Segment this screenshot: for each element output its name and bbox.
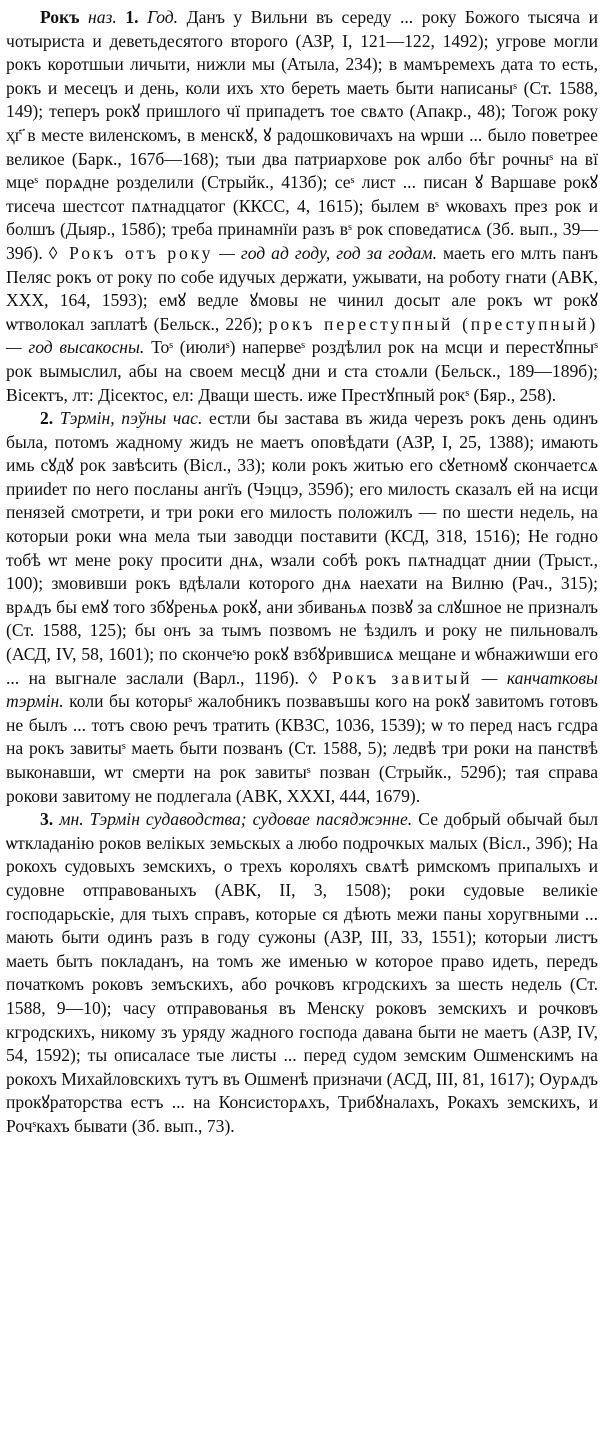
grammar-label: наз.: [88, 7, 117, 27]
sense-gloss: Тэрмін, пэўны час.: [59, 408, 203, 429]
phrase-text: коли бы которыˢ жалобникъ позвавъшы кого на рокꙋ завитомъ готовъ не былъ ... тотъ свою речъ тратить (КВЗС, 1036, 1539); ѡ то перед насъ гсдра на рокъ завитыˢ маеть быти позванъ (Ст. 1588, 5); ледвѣ три роки на панствѣ выконавши, ѡт смерти на рок завитыˢ позван (Стрыйк., 529б); тая справа рокови завитому не подлегала (АВК, XXXI, 444, 1679).: [6, 691, 598, 806]
sense-text: Данъ у Вильни въ середу ... року Божого тысяча и чотыриста и деветьдесятого второго (АЗР, I, 121—122, 1492); угрове могли рокъ коротшыи личыти, нижли мы (Атыла, 234); в мамъремехъ дата то есть, рокъ и месецъ и день, коли ихъ хто береть маеть быти написаныˢ (Ст. 1588, 149); теперъ рокꙋ пришлого чї припадетъ тое свѧто (Апакр., 48); Тогож року ҳг҃ в месте виленскомъ, в менскꙋ, ꙋ радошковичахъ на ѡрши ... было поветрее великое (Барк., 167б—168); тыи два патриархове рок албо бѣг рочныˢ на вї мцеˢ порѧдне розделили (Стрыйк., 413б); сеˢ лист ... писан ꙋ Варшаве рокꙋ тисеча шестсот пѧтнадцатог (ККСС, 4, 1615); былем вˢ ѡковахъ през рок и болшъ (Дыяр., 158б); треба принамнїи разъ вˢ рок споведатисѧ (Зб. вып., 39—39б).: [6, 7, 599, 263]
entry-sense-1: [6, 6, 598, 407]
sense-gloss: Год.: [147, 7, 179, 27]
phrase-text: маеть его млть панъ Пеляс рокъ от року по собе идучых держати, ужывати, на роботу гнати (АВК, XXX, 164, 1593); емꙋ ведле ꙋмовы не чинил досыт але рокъ ѡт рокꙋ ѡтволокал заплатѣ (Бельск., 22б);: [6, 242, 598, 334]
phrase-label: ◊ Рокъ отъ року: [48, 242, 214, 263]
phrase-text: Тоˢ (июлиˢ) напервеˢ роздѣлил рок на мсци и перестꙋпныˢ рок вымыслил, абы на своем месцꙋ дни и ста стоѧли (Бельск., 189—189б); Вісектъ, лт: Дісектос, ел: Дващи шесть. иже Престꙋпный рокˢ (Бяр., 258).: [6, 337, 598, 405]
phrase-label: рокъ переступный (преступный): [268, 313, 598, 334]
headword: Рокъ: [40, 7, 80, 27]
sense-gloss: мн. Тэрмін судаводства; судовае пасяджэнне.: [59, 809, 413, 830]
phrase-gloss: — год высакосны.: [6, 337, 145, 358]
sense-number: 1.: [125, 7, 139, 27]
sense-text: Се добрый обычай был ѡткладанію роков велікых земьскых а любо подрочкых малых (Вісл., 39б); На рокохъ судовыхъ земскихъ, о трехъ короляхъ свѧтѣ римскомъ припалыхъ и судовне отправованыхъ (АВК, II, 3, 1508); роки судовые великіе господарьскіе, для тыхъ справъ, которые ся дѣють межи паны хоругвными ... мають быти одинъ разъ в году сужоны (АЗР, III, 33, 1551); которыи листъ маеть быть покладанъ, на томъ же именью ѡ которое право идеть, передъ початкомъ роковъ земъскихъ, або рочковъ кгродскихъ за шесть недель (Ст. 1588, 9—10); часу отправованья въ Менску роковъ земскихъ и рочковъ кгродскихъ, никому зъ уряду жадного господа давана быти не маетъ (АЗР, IV, 54, 1592); ты описаласе тые листы ... перед судом земским Ошменскимъ на рокохъ Михайловскихъ тутъ въ Ошменѣ призначи (АСД, III, 81, 1617); Оурѧдъ прокꙋраторства естъ ... на Консисторѧхъ, Трибꙋналахъ, Рокахъ земскихъ, и Рочˢкахъ бывати (Зб. вып., 73).: [6, 809, 598, 1136]
sense-number: 2.: [40, 408, 54, 429]
entry-sense-2: [6, 407, 598, 808]
phrase-label: ◊ Рокъ завитый: [308, 667, 473, 688]
sense-text: естли бы застава въ жида черезъ рокъ день одинъ была, потомъ жадному жидъ не маетъ оповѣдати (АЗР, I, 25, 1388); имають имь сꙋдꙋ рок завѣсить (Вісл., 33); коли рокъ житью его сꙋетномꙋ скончаетсѧ прииdет по него посланы ангїъ (Чэццэ, 359б); его милость сказалъ ей на исци пенязей смотрети, и три роки его милость положилъ — по шести недель, на которыи роки ѡна мела тыи заводци поставити (КСД, 318, 1516); Не годно тобѣ ѡт мене року просити днѧ, ѡзали собѣ рокъ пѧтнадцат днии (Трыст., 100); змовивши рокъ вдѣлали которого днѧ наехати на Вилню (Рач., 315); врѧдъ бы емꙋ того збꙋреньѧ рокꙋ, ани збиваньѧ позвꙋ за слꙋшное не призналъ (Ст. 1588, 125); бы онъ за тымъ позвомъ не ѣздилъ и року не пильновалъ (АСД, IV, 58, 1601); по скончеˢю рокꙋ взбꙋрившисѧ мещане и ѡбнажиwши его ... на выгнале заслали (Варл., 119б).: [6, 408, 599, 688]
phrase-gloss: — канчатковы тэрмін.: [6, 667, 598, 712]
entry-sense-3: [6, 808, 598, 1138]
sense-number: 3.: [40, 809, 54, 830]
phrase-gloss: — год ад году, год за годам.: [219, 242, 437, 263]
